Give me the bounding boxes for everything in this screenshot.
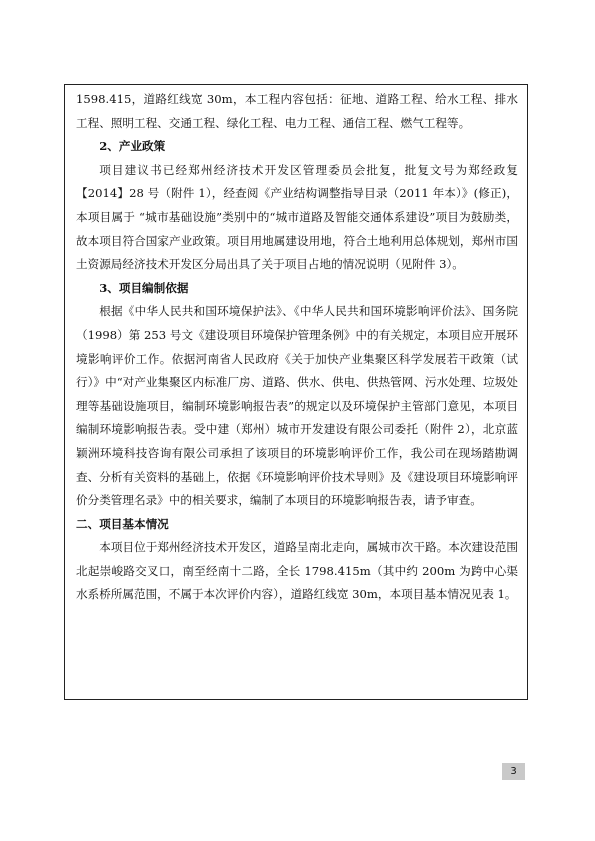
compilation-basis-heading: 3、项目编制依据	[99, 280, 189, 295]
industry-policy-paragraph: 项目建议书已经郑州经济技术开发区管理委员会批复，批复文号为郑经政复【2014】28 号（附件 1），经查阅《产业结构调整指导目录（2011 年本）》(修正)，本项目属于 “城市基础设施”类别中的“城市道路及智能交通体系建设”项目为鼓励类，故本项目符合国家产业政策。项目用地属建设用地，符合土地利用总体规划，郑州市国土资源局经济技术开发区分局出具了关于项目占地的情况说明（见附件 3）。	[76, 162, 518, 272]
section-two-heading: 二、项目基本情况	[76, 516, 169, 531]
document-body	[76, 88, 518, 607]
intro-paragraph: 1598.415，道路红线宽 30m，本工程内容包括：征地、道路工程、给水工程、排水工程、照明工程、交通工程、绿化工程、电力工程、通信工程、燃气工程等。	[76, 92, 518, 130]
compilation-basis-paragraph: 根据《中华人民共和国环境保护法》、《中华人民共和国环境影响评价法》、国务院（1998）第 253 号文《建设项目环境保护管理条例》中的有关规定，本项目应开展环境影响评价工作。依据河南省人民政府《关于加快产业集聚区科学发展若干政策（试行）》中“对产业集聚区内标准厂房、道路、供水、供电、供热管网、污水处理、垃圾处理等基础设施项目，编制环境影响报告表”的规定以及环境保护主管部门意见，本项目编制环境影响报告表。受中建（郑州）城市开发建设有限公司委托（附件 2），北京蓝颖洲环境科技咨询有限公司承担了该项目的环境影响评价工作，我公司在现场踏勘调查、分析有关资料的基础上，依据《环境影响评价技术导则》及《建设项目环境影响评价分类管理名录》中的相关要求，编制了本项目的环境影响报告表，请予审查。	[76, 304, 518, 508]
industry-policy-heading: 2、产业政策	[99, 139, 166, 154]
project-basic-paragraph: 本项目位于郑州经济技术开发区，道路呈南北走向，属城市次干路。本次建设范围北起崇峻路交叉口，南至经南十二路，全长 1798.415m（其中约 200m 为跨中心渠水系桥所属范围，不属于本次评价内容），道路红线宽 30m，本项目基本情况见表 1。	[76, 540, 518, 602]
page-number: 3	[502, 763, 525, 780]
